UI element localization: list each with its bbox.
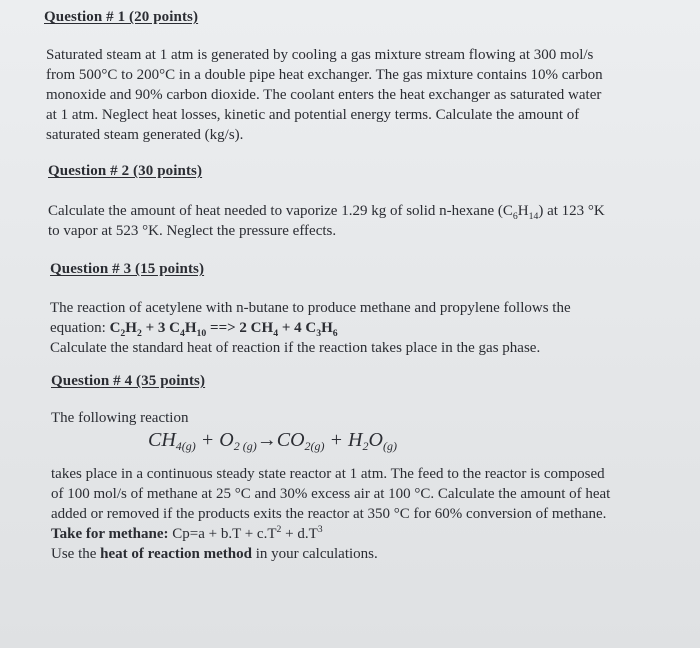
q4-line-2: of 100 mol/s of methane at 25 °C and 30% excess air at 100 °C. Calculate the amount of heat bbox=[51, 486, 611, 502]
question-4-title: Question # 4 (35 points) bbox=[51, 373, 206, 389]
reaction-formula: $CH_{4(g)} + O_{2 (g)}\to CO_{2(g)} + H_2O_{(g)}$ bbox=[148, 429, 397, 454]
q3-line-3: Calculate the standard heat of reaction if the reaction takes place in the gas phase. bbox=[50, 340, 541, 356]
q1-line-2: from 500°C to 200°C in a double pipe heat exchanger. The gas mixture contains 10% carbon bbox=[46, 67, 603, 83]
q3-line-1: The reaction of acetylene with n-butane to produce methane and propylene follows the bbox=[50, 300, 571, 316]
question-3-text bbox=[50, 298, 650, 358]
question-3-title: Question # 3 (15 points) bbox=[50, 261, 205, 277]
q4-last-line: Use the heat of reaction method in your calculations. bbox=[51, 546, 378, 562]
reaction-arrow: → bbox=[256, 429, 277, 451]
q4-cp-line: Take for methane: $Cp=a + b.T + c.T^2 + d.T^3$ bbox=[51, 524, 323, 542]
q1-line-4: at 1 atm. Neglect heat losses, kinetic and potential energy terms. Calculate the amount of bbox=[46, 107, 580, 123]
q3-equation-line: equation: $C_2H_2 + 3$ $C_4H_{10}$ ==> 2 $CH_4 + 4$ $C_3H_6$ bbox=[50, 320, 338, 339]
q1-line-3: monoxide and 90% carbon dioxide. The coolant enters the heat exchanger as saturated water bbox=[46, 87, 602, 103]
q4-line-3: added or removed if the products exits the reactor at 350 °C for 60% conversion of methane. bbox=[51, 506, 607, 522]
q1-line-5: saturated steam generated (kg/s). bbox=[46, 127, 244, 143]
question-1-title: Question # 1 (20 points) bbox=[44, 9, 199, 25]
q2-line-1: Calculate the amount of heat needed to vaporize 1.29 kg of solid n-hexane $(C_6H_{14})$ at 123 °K bbox=[48, 203, 605, 222]
q1-line-1: Saturated steam at 1 atm is generated by cooling a gas mixture stream flowing at 300 mol/s bbox=[46, 47, 594, 63]
question-4-text bbox=[51, 464, 651, 564]
question-4-intro: The following reaction bbox=[51, 410, 189, 426]
q2-line-2: to vapor at 523 °K. Neglect the pressure effects. bbox=[48, 223, 337, 239]
question-2-text bbox=[48, 201, 654, 241]
question-2-title: Question # 2 (30 points) bbox=[48, 163, 203, 179]
question-1-text bbox=[46, 45, 652, 145]
q4-line-1: takes place in a continuous steady state reactor at 1 atm. The feed to the reactor is composed bbox=[51, 466, 605, 482]
